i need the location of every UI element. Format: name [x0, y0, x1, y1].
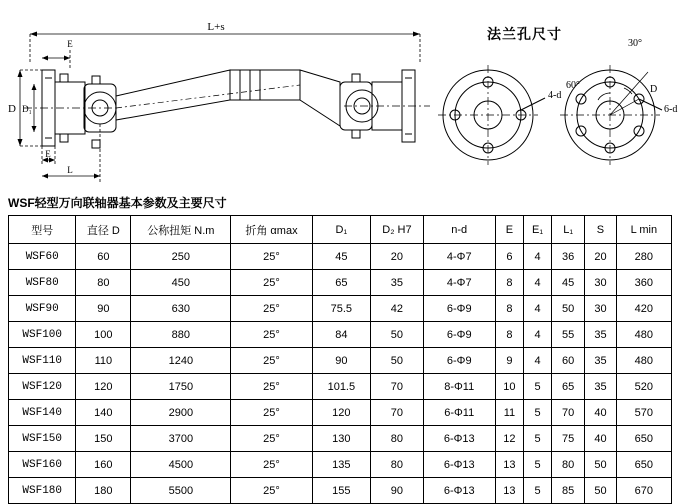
header-e: E	[495, 216, 523, 244]
drawing-svg	[0, 0, 680, 192]
table-row	[9, 322, 672, 348]
cell-model: WSF90	[9, 296, 76, 322]
cell-l1: 65	[552, 374, 585, 400]
table-row	[9, 426, 672, 452]
flange-section-title: 法兰孔尺寸	[487, 26, 562, 42]
header-d1: D₁	[312, 216, 371, 244]
cell-angle: 25°	[231, 348, 312, 374]
right-yoke-joint	[300, 70, 378, 138]
cell-nd: 6-Φ9	[423, 296, 495, 322]
header-e1: E₁	[524, 216, 552, 244]
cell-nd: 6-Φ13	[423, 478, 495, 504]
cell-diameter: 100	[76, 322, 131, 348]
cell-diameter: 80	[76, 270, 131, 296]
table-body	[9, 244, 672, 504]
cell-d2: 70	[371, 400, 424, 426]
spec-table	[8, 215, 672, 504]
middle-shaft	[116, 70, 300, 120]
cell-torque: 2900	[131, 400, 231, 426]
cell-diameter: 160	[76, 452, 131, 478]
flange-view-left	[438, 65, 545, 165]
cell-l1: 75	[552, 426, 585, 452]
cell-model: WSF120	[9, 374, 76, 400]
cell-torque: 450	[131, 270, 231, 296]
cell-d1: 135	[312, 452, 371, 478]
cell-e: 8	[495, 296, 523, 322]
label-d1: D₁	[22, 104, 32, 114]
header-l1: L₁	[552, 216, 585, 244]
cell-l1: 50	[552, 296, 585, 322]
label-d-right: D	[650, 84, 658, 95]
cell-d1: 84	[312, 322, 371, 348]
label-e-lower: E	[45, 149, 51, 159]
header-d2: D₂ H7	[371, 216, 424, 244]
cell-e: 12	[495, 426, 523, 452]
cell-d2: 90	[371, 478, 424, 504]
cell-nd: 6-Φ11	[423, 400, 495, 426]
spline-section	[230, 70, 300, 100]
cell-model: WSF100	[9, 322, 76, 348]
cell-model: WSF80	[9, 270, 76, 296]
cell-l1: 36	[552, 244, 585, 270]
cell-e1: 5	[524, 452, 552, 478]
cell-d1: 75.5	[312, 296, 371, 322]
table-header	[9, 216, 672, 244]
cell-diameter: 150	[76, 426, 131, 452]
cell-s: 30	[585, 270, 617, 296]
cell-l1: 55	[552, 322, 585, 348]
left-yoke-joint	[84, 76, 116, 148]
label-angle-30: 30°	[628, 38, 642, 49]
cell-e1: 4	[524, 348, 552, 374]
cell-lmin: 650	[616, 452, 671, 478]
cell-lmin: 280	[616, 244, 671, 270]
header-torque: 公称扭矩 N.m	[131, 216, 231, 244]
label-l-lower: L	[67, 165, 73, 175]
cell-nd: 4-Φ7	[423, 244, 495, 270]
cell-lmin: 420	[616, 296, 671, 322]
header-lmin: L min	[616, 216, 671, 244]
table-caption: WSF轻型万向联轴器基本参数及主要尺寸	[8, 196, 227, 210]
table-row	[9, 270, 672, 296]
cell-l1: 45	[552, 270, 585, 296]
cell-diameter: 180	[76, 478, 131, 504]
cell-s: 50	[585, 478, 617, 504]
cell-s: 35	[585, 374, 617, 400]
cell-diameter: 140	[76, 400, 131, 426]
cell-s: 35	[585, 348, 617, 374]
header-model: 型号	[9, 216, 76, 244]
cell-e: 10	[495, 374, 523, 400]
table-row	[9, 296, 672, 322]
cell-e1: 5	[524, 478, 552, 504]
cell-torque: 1750	[131, 374, 231, 400]
cell-d1: 45	[312, 244, 371, 270]
cell-e1: 4	[524, 244, 552, 270]
cell-d2: 42	[371, 296, 424, 322]
cell-nd: 4-Φ7	[423, 270, 495, 296]
table-row	[9, 244, 672, 270]
table-header-row	[9, 216, 672, 244]
cell-d1: 101.5	[312, 374, 371, 400]
cell-angle: 25°	[231, 400, 312, 426]
cell-s: 50	[585, 452, 617, 478]
cell-e: 11	[495, 400, 523, 426]
cell-l1: 85	[552, 478, 585, 504]
cell-lmin: 360	[616, 270, 671, 296]
label-hole-4d: 4-d	[548, 90, 562, 101]
cell-e: 8	[495, 322, 523, 348]
cell-model: WSF160	[9, 452, 76, 478]
cell-d2: 35	[371, 270, 424, 296]
cell-s: 40	[585, 400, 617, 426]
cell-lmin: 480	[616, 322, 671, 348]
cell-s: 35	[585, 322, 617, 348]
cell-nd: 6-Φ13	[423, 426, 495, 452]
cell-d1: 120	[312, 400, 371, 426]
cell-l1: 80	[552, 452, 585, 478]
cell-torque: 5500	[131, 478, 231, 504]
cell-model: WSF140	[9, 400, 76, 426]
cell-lmin: 570	[616, 400, 671, 426]
cell-e1: 4	[524, 270, 552, 296]
table-row	[9, 348, 672, 374]
header-diameter: 直径 D	[76, 216, 131, 244]
cell-s: 20	[585, 244, 617, 270]
table-row	[9, 374, 672, 400]
cell-model: WSF180	[9, 478, 76, 504]
cell-angle: 25°	[231, 478, 312, 504]
header-s: S	[585, 216, 617, 244]
cell-nd: 6-Φ13	[423, 452, 495, 478]
cell-e1: 5	[524, 400, 552, 426]
cell-e: 9	[495, 348, 523, 374]
cell-e: 6	[495, 244, 523, 270]
table-row	[9, 478, 672, 504]
header-nd: n-d	[423, 216, 495, 244]
cell-e1: 4	[524, 322, 552, 348]
cell-angle: 25°	[231, 244, 312, 270]
drawing-text-labels	[8, 21, 677, 175]
cell-nd: 8-Φ11	[423, 374, 495, 400]
label-hole-6d: 6-d	[664, 104, 678, 115]
cell-torque: 1240	[131, 348, 231, 374]
label-overall-length: L+s	[207, 21, 225, 33]
cell-angle: 25°	[231, 270, 312, 296]
cell-l1: 60	[552, 348, 585, 374]
dim-overall-length	[30, 32, 420, 63]
cell-angle: 25°	[231, 374, 312, 400]
cell-d1: 155	[312, 478, 371, 504]
cell-model: WSF60	[9, 244, 76, 270]
cell-lmin: 670	[616, 478, 671, 504]
label-angle-60: 60°	[566, 80, 580, 91]
cell-angle: 25°	[231, 426, 312, 452]
cell-angle: 25°	[231, 296, 312, 322]
cell-diameter: 110	[76, 348, 131, 374]
cell-e: 8	[495, 270, 523, 296]
table-row	[9, 400, 672, 426]
cell-d2: 80	[371, 426, 424, 452]
cell-s: 30	[585, 296, 617, 322]
cell-l1: 70	[552, 400, 585, 426]
cell-nd: 6-Φ9	[423, 348, 495, 374]
cell-lmin: 650	[616, 426, 671, 452]
cell-diameter: 90	[76, 296, 131, 322]
dim-left-group	[18, 50, 101, 182]
technical-drawing	[0, 0, 680, 192]
cell-model: WSF150	[9, 426, 76, 452]
cell-torque: 4500	[131, 452, 231, 478]
cell-nd: 6-Φ9	[423, 322, 495, 348]
cell-torque: 250	[131, 244, 231, 270]
header-angle: 折角 αmax	[231, 216, 312, 244]
cell-diameter: 60	[76, 244, 131, 270]
cell-lmin: 520	[616, 374, 671, 400]
cell-d2: 80	[371, 452, 424, 478]
cell-e: 13	[495, 478, 523, 504]
cell-angle: 25°	[231, 322, 312, 348]
cell-e: 13	[495, 452, 523, 478]
cell-e1: 5	[524, 426, 552, 452]
cell-torque: 3700	[131, 426, 231, 452]
cell-torque: 880	[131, 322, 231, 348]
label-e-upper: E	[67, 39, 73, 49]
cell-d1: 130	[312, 426, 371, 452]
cell-torque: 630	[131, 296, 231, 322]
cell-lmin: 480	[616, 348, 671, 374]
cell-d2: 20	[371, 244, 424, 270]
cell-d2: 50	[371, 322, 424, 348]
cell-d2: 50	[371, 348, 424, 374]
cell-angle: 25°	[231, 452, 312, 478]
cell-e1: 5	[524, 374, 552, 400]
table-row	[9, 452, 672, 478]
cell-d1: 65	[312, 270, 371, 296]
cell-e1: 4	[524, 296, 552, 322]
cell-diameter: 120	[76, 374, 131, 400]
cell-model: WSF110	[9, 348, 76, 374]
label-d-main: D	[8, 103, 16, 115]
cell-d1: 90	[312, 348, 371, 374]
cell-d2: 70	[371, 374, 424, 400]
cell-s: 40	[585, 426, 617, 452]
